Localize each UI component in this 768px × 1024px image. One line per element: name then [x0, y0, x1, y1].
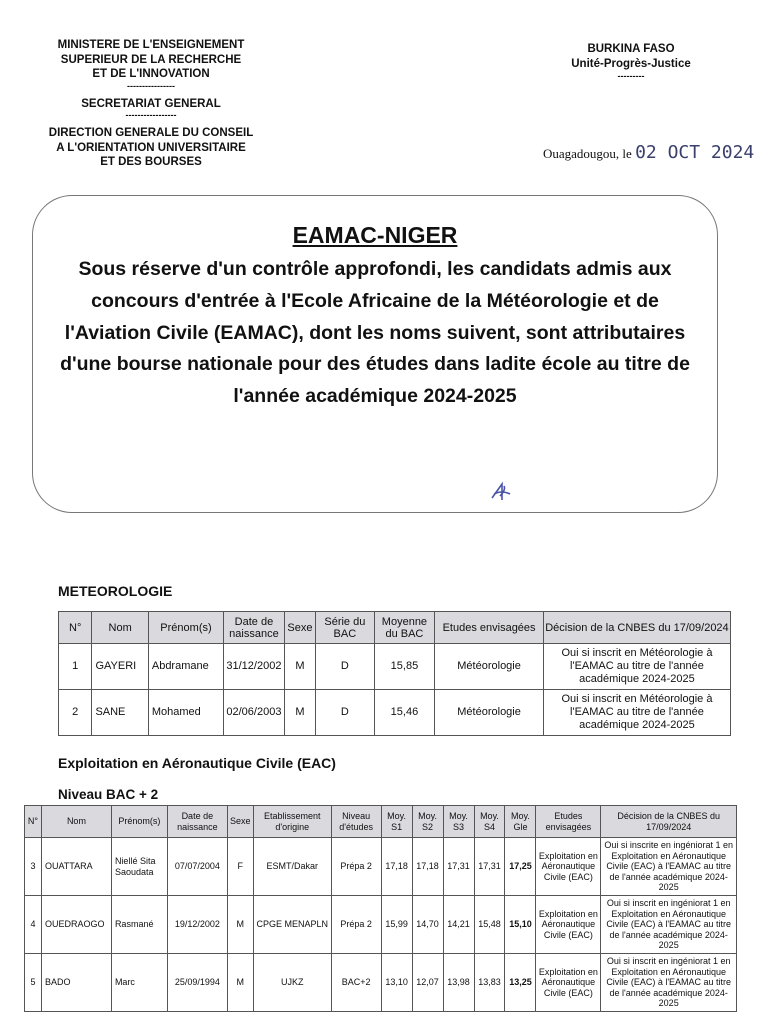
meteo-header-row	[59, 612, 731, 644]
cell-s4: 17,31	[474, 838, 505, 896]
cell-name: BADO	[41, 954, 111, 1012]
cell-overall: 15,10	[505, 896, 536, 954]
notice-body: Sous réserve d'un contrôle approfondi, les candidats admis aux concours d'entrée à l'Ecole Africaine de la Météorologie et de l'Aviation Civile (EAMAC), dont les noms suivent, sont attributaires d'une bourse nationale pour des études dans ladite école au titre de l'année académique 2024-2025	[60, 258, 690, 408]
cell-studies: Météorologie	[435, 690, 544, 736]
ministry-line-2: SUPERIEUR DE LA RECHERCHE	[60, 53, 242, 66]
col-header: Etudes envisagées	[536, 806, 601, 838]
eac-level: Niveau BAC + 2	[58, 787, 159, 802]
cell-studies: Exploitation en Aéronautique Civile (EAC)	[536, 896, 601, 954]
cell-bac-series: D	[316, 644, 375, 690]
cell-bac-average: 15,85	[374, 644, 435, 690]
cell-firstname: Rasmané	[111, 896, 167, 954]
col-header: N°	[25, 806, 42, 838]
col-header: Date de naissance	[167, 806, 227, 838]
secretariat: SECRETARIAT GENERAL	[81, 97, 221, 110]
cell-birthdate: 19/12/2002	[167, 896, 227, 954]
eac-table	[24, 805, 737, 1012]
col-header: Moy. Gle	[505, 806, 536, 838]
col-header: Etablissement d'origine	[253, 806, 331, 838]
cell-s1: 17,18	[381, 838, 412, 896]
col-header: Décision de la CNBES du 17/09/2024	[601, 806, 737, 838]
cell-bac-average: 15,46	[374, 690, 435, 736]
cell-sex: M	[284, 690, 315, 736]
table-row	[59, 690, 731, 736]
cell-num: 4	[25, 896, 42, 954]
cell-name: SANE	[92, 690, 148, 736]
cell-firstname: Mohamed	[148, 690, 223, 736]
meteo-table	[58, 611, 731, 736]
cell-name: OUEDRAOGO	[41, 896, 111, 954]
cell-decision: Oui si inscrit en Météorologie à l'EAMAC au titre de l'année académique 2024-2025	[543, 690, 730, 736]
cell-decision: Oui si inscrit en Météorologie à l'EAMAC au titre de l'année académique 2024-2025	[543, 644, 730, 690]
direction-line-3: ET DES BOURSES	[100, 156, 202, 168]
cell-s1: 15,99	[381, 896, 412, 954]
col-header: Prénom(s)	[148, 612, 223, 644]
col-header: Moy. S2	[412, 806, 443, 838]
table-row	[25, 896, 737, 954]
cell-num: 1	[59, 644, 92, 690]
cell-studies: Météorologie	[435, 644, 544, 690]
table-row	[59, 644, 731, 690]
cell-birthdate: 31/12/2002	[224, 644, 285, 690]
cell-name: GAYERI	[92, 644, 148, 690]
direction-line-2: A L'ORIENTATION UNIVERSITAIRE	[56, 141, 246, 154]
cell-level: BAC+2	[331, 954, 381, 1012]
cell-s3: 13,98	[443, 954, 474, 1012]
notice-title: EAMAC-NIGER	[292, 222, 458, 248]
place-date	[543, 142, 754, 163]
col-header: Moyenne du BAC	[374, 612, 435, 644]
cell-firstname: Marc	[111, 954, 167, 1012]
cell-num: 3	[25, 838, 42, 896]
col-header: Sexe	[227, 806, 253, 838]
cell-s3: 14,21	[443, 896, 474, 954]
eac-header-row	[25, 806, 737, 838]
cell-s2: 14,70	[412, 896, 443, 954]
cell-num: 2	[59, 690, 92, 736]
col-header: Nom	[92, 612, 148, 644]
col-header: Décision de la CNBES du 17/09/2024	[543, 612, 730, 644]
table-row	[25, 838, 737, 896]
ministry-header	[20, 38, 282, 170]
col-header: Nom	[41, 806, 111, 838]
cell-s3: 17,31	[443, 838, 474, 896]
col-header: Moy. S4	[474, 806, 505, 838]
cell-sex: M	[227, 896, 253, 954]
cell-firstname: Niellé Sita Saoudata	[111, 838, 167, 896]
col-header: Moy. S3	[443, 806, 474, 838]
cell-sex: M	[227, 954, 253, 1012]
col-header: Prénom(s)	[111, 806, 167, 838]
cell-school: UJKZ	[253, 954, 331, 1012]
cell-school: ESMT/Dakar	[253, 838, 331, 896]
col-header: Etudes envisagées	[435, 612, 544, 644]
signature-mark	[488, 478, 514, 510]
cell-level: Prépa 2	[331, 838, 381, 896]
cell-birthdate: 02/06/2003	[224, 690, 285, 736]
cell-firstname: Abdramane	[148, 644, 223, 690]
country-name: BURKINA FASO	[587, 43, 675, 55]
cell-sex: M	[284, 644, 315, 690]
meteo-section-title: METEOROLOGIE	[58, 583, 173, 599]
ministry-line-1: MINISTERE DE L'ENSEIGNEMENT	[57, 39, 245, 51]
table-row	[25, 954, 737, 1012]
col-header: Moy. S1	[381, 806, 412, 838]
col-header: Sexe	[284, 612, 315, 644]
cell-s1: 13,10	[381, 954, 412, 1012]
cell-s4: 13,83	[474, 954, 505, 1012]
cell-sex: F	[227, 838, 253, 896]
date-stamp: 02 OCT 2024	[635, 142, 755, 163]
cell-s2: 12,07	[412, 954, 443, 1012]
col-header: Date de naissance	[224, 612, 285, 644]
eac-section-title: Exploitation en Aéronautique Civile (EAC)	[58, 755, 336, 771]
cell-birthdate: 25/09/1994	[167, 954, 227, 1012]
ministry-line-3: ET DE L'INNOVATION	[92, 68, 210, 80]
country-motto: Unité-Progrès-Justice	[571, 58, 691, 70]
cell-level: Prépa 2	[331, 896, 381, 954]
cell-s2: 17,18	[412, 838, 443, 896]
col-header: N°	[59, 612, 92, 644]
cell-school: CPGE MENAPLN	[253, 896, 331, 954]
direction-line-1: DIRECTION GENERALE DU CONSEIL	[48, 127, 254, 139]
cell-studies: Exploitation en Aéronautique Civile (EAC)	[536, 838, 601, 896]
col-header: Niveau d'études	[331, 806, 381, 838]
cell-num: 5	[25, 954, 42, 1012]
col-header: Série du BAC	[316, 612, 375, 644]
cell-name: OUATTARA	[41, 838, 111, 896]
separator: -----------------	[125, 110, 177, 120]
cell-bac-series: D	[316, 690, 375, 736]
cell-s4: 15,48	[474, 896, 505, 954]
country-header	[545, 42, 717, 81]
place-prefix: Ouagadougou, le	[543, 146, 632, 161]
cell-overall: 13,25	[505, 954, 536, 1012]
cell-decision: Oui si inscrit en ingéniorat 1 en Exploitation en Aéronautique Civile (EAC) à l'EAMAC au titre de l'année académique 2024-2025	[601, 896, 737, 954]
separator: ----------------	[127, 80, 175, 91]
cell-overall: 17,25	[505, 838, 536, 896]
separator: ---------	[617, 71, 645, 81]
cell-studies: Exploitation en Aéronautique Civile (EAC)	[536, 954, 601, 1012]
cell-decision: Oui si inscrite en ingéniorat 1 en Exploitation en Aéronautique Civile (EAC) à l'EAMAC au titre de l'année académique 2024-2025	[601, 838, 737, 896]
cell-decision: Oui si inscrit en ingéniorat 1 en Exploitation en Aéronautique Civile (EAC) à l'EAMAC au titre de l'année académique 2024-2025	[601, 954, 737, 1012]
cell-birthdate: 07/07/2004	[167, 838, 227, 896]
